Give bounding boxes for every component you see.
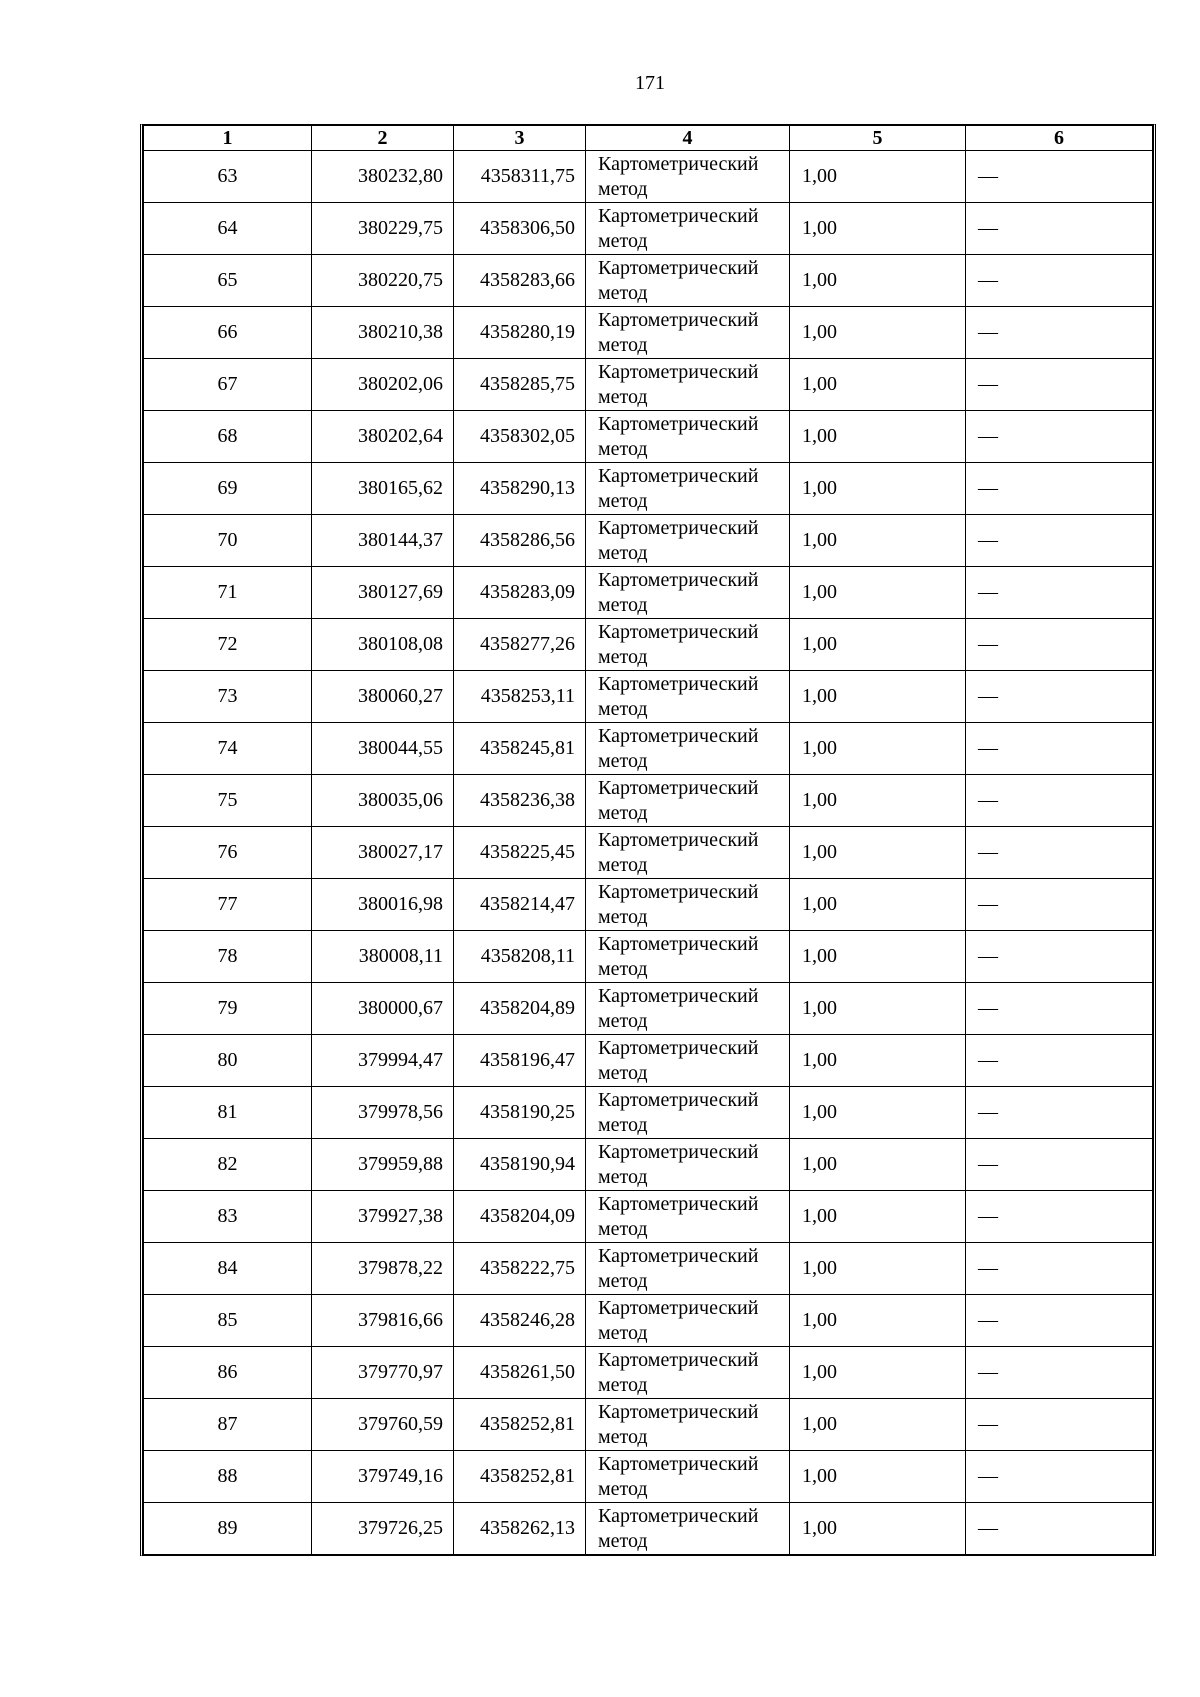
method-cell bbox=[586, 931, 790, 983]
method-line-2: метод bbox=[598, 1113, 648, 1136]
table-row bbox=[144, 931, 1153, 983]
method-cell bbox=[586, 411, 790, 463]
note-cell: — bbox=[966, 1087, 1153, 1139]
method-line-1: Картометрический bbox=[598, 1244, 759, 1267]
coordinate-x-cell: 379927,38 bbox=[312, 1191, 454, 1243]
method-cell bbox=[586, 879, 790, 931]
method-line-1: Картометрический bbox=[598, 1140, 759, 1163]
table-row bbox=[144, 203, 1153, 255]
method-cell bbox=[586, 1295, 790, 1347]
accuracy-cell: 1,00 bbox=[790, 1243, 966, 1295]
note-cell: — bbox=[966, 463, 1153, 515]
note-cell: — bbox=[966, 671, 1153, 723]
method-line-2: метод bbox=[598, 1529, 648, 1552]
accuracy-cell: 1,00 bbox=[790, 1191, 966, 1243]
note-cell: — bbox=[966, 931, 1153, 983]
table-row bbox=[144, 827, 1153, 879]
coordinates-table-container bbox=[140, 124, 1156, 1556]
coordinate-x-cell: 379816,66 bbox=[312, 1295, 454, 1347]
coordinate-x-cell: 380232,80 bbox=[312, 151, 454, 203]
header-col-4: 4 bbox=[586, 126, 790, 151]
coordinate-x-cell: 380044,55 bbox=[312, 723, 454, 775]
note-cell: — bbox=[966, 307, 1153, 359]
method-line-1: Картометрический bbox=[598, 256, 759, 279]
coordinate-y-cell: 4358280,19 bbox=[454, 307, 586, 359]
method-line-1: Картометрический bbox=[598, 1400, 759, 1423]
coordinate-y-cell: 4358204,09 bbox=[454, 1191, 586, 1243]
method-line-1: Картометрический bbox=[598, 1504, 759, 1527]
point-number-cell: 76 bbox=[144, 827, 312, 879]
method-line-2: метод bbox=[598, 593, 648, 616]
accuracy-cell: 1,00 bbox=[790, 775, 966, 827]
coordinate-y-cell: 4358283,66 bbox=[454, 255, 586, 307]
coordinates-table bbox=[143, 125, 1153, 1555]
method-cell bbox=[586, 151, 790, 203]
method-line-1: Картометрический bbox=[598, 360, 759, 383]
method-cell bbox=[586, 463, 790, 515]
table-row bbox=[144, 1295, 1153, 1347]
coordinate-x-cell: 380165,62 bbox=[312, 463, 454, 515]
accuracy-cell: 1,00 bbox=[790, 879, 966, 931]
point-number-cell: 82 bbox=[144, 1139, 312, 1191]
method-line-1: Картометрический bbox=[598, 620, 759, 643]
header-col-6: 6 bbox=[966, 126, 1153, 151]
note-cell: — bbox=[966, 1451, 1153, 1503]
coordinate-y-cell: 4358311,75 bbox=[454, 151, 586, 203]
table-row bbox=[144, 1035, 1153, 1087]
note-cell: — bbox=[966, 1347, 1153, 1399]
accuracy-cell: 1,00 bbox=[790, 1347, 966, 1399]
coordinate-x-cell: 380144,37 bbox=[312, 515, 454, 567]
note-cell: — bbox=[966, 827, 1153, 879]
point-number-cell: 65 bbox=[144, 255, 312, 307]
header-col-1: 1 bbox=[144, 126, 312, 151]
point-number-cell: 85 bbox=[144, 1295, 312, 1347]
accuracy-cell: 1,00 bbox=[790, 1451, 966, 1503]
method-cell bbox=[586, 203, 790, 255]
accuracy-cell: 1,00 bbox=[790, 151, 966, 203]
point-number-cell: 66 bbox=[144, 307, 312, 359]
point-number-cell: 83 bbox=[144, 1191, 312, 1243]
point-number-cell: 84 bbox=[144, 1243, 312, 1295]
header-col-3: 3 bbox=[454, 126, 586, 151]
table-row bbox=[144, 983, 1153, 1035]
coordinate-x-cell: 379726,25 bbox=[312, 1503, 454, 1555]
method-cell bbox=[586, 1139, 790, 1191]
accuracy-cell: 1,00 bbox=[790, 1503, 966, 1555]
accuracy-cell: 1,00 bbox=[790, 203, 966, 255]
accuracy-cell: 1,00 bbox=[790, 619, 966, 671]
point-number-cell: 63 bbox=[144, 151, 312, 203]
note-cell: — bbox=[966, 151, 1153, 203]
coordinate-x-cell: 380108,08 bbox=[312, 619, 454, 671]
accuracy-cell: 1,00 bbox=[790, 1087, 966, 1139]
note-cell: — bbox=[966, 723, 1153, 775]
table-row bbox=[144, 307, 1153, 359]
table-row bbox=[144, 671, 1153, 723]
accuracy-cell: 1,00 bbox=[790, 307, 966, 359]
accuracy-cell: 1,00 bbox=[790, 463, 966, 515]
method-line-2: метод bbox=[598, 281, 648, 304]
method-cell bbox=[586, 1451, 790, 1503]
coordinate-y-cell: 4358302,05 bbox=[454, 411, 586, 463]
method-cell bbox=[586, 1087, 790, 1139]
coordinate-y-cell: 4358306,50 bbox=[454, 203, 586, 255]
method-cell bbox=[586, 1243, 790, 1295]
coordinate-x-cell: 380027,17 bbox=[312, 827, 454, 879]
coordinate-y-cell: 4358190,94 bbox=[454, 1139, 586, 1191]
method-line-1: Картометрический bbox=[598, 724, 759, 747]
note-cell: — bbox=[966, 879, 1153, 931]
accuracy-cell: 1,00 bbox=[790, 411, 966, 463]
accuracy-cell: 1,00 bbox=[790, 515, 966, 567]
table-row bbox=[144, 151, 1153, 203]
note-cell: — bbox=[966, 983, 1153, 1035]
note-cell: — bbox=[966, 1399, 1153, 1451]
table-row bbox=[144, 1243, 1153, 1295]
point-number-cell: 89 bbox=[144, 1503, 312, 1555]
accuracy-cell: 1,00 bbox=[790, 983, 966, 1035]
point-number-cell: 71 bbox=[144, 567, 312, 619]
method-cell bbox=[586, 619, 790, 671]
method-line-1: Картометрический bbox=[598, 412, 759, 435]
note-cell: — bbox=[966, 1503, 1153, 1555]
coordinate-y-cell: 4358245,81 bbox=[454, 723, 586, 775]
coordinate-y-cell: 4358222,75 bbox=[454, 1243, 586, 1295]
note-cell: — bbox=[966, 255, 1153, 307]
coordinate-y-cell: 4358290,13 bbox=[454, 463, 586, 515]
point-number-cell: 78 bbox=[144, 931, 312, 983]
coordinate-y-cell: 4358204,89 bbox=[454, 983, 586, 1035]
method-line-1: Картометрический bbox=[598, 932, 759, 955]
table-row bbox=[144, 1399, 1153, 1451]
method-line-2: метод bbox=[598, 645, 648, 668]
header-col-2: 2 bbox=[312, 126, 454, 151]
table-row bbox=[144, 411, 1153, 463]
method-line-1: Картометрический bbox=[598, 1088, 759, 1111]
accuracy-cell: 1,00 bbox=[790, 255, 966, 307]
method-line-1: Картометрический bbox=[598, 204, 759, 227]
coordinate-y-cell: 4358190,25 bbox=[454, 1087, 586, 1139]
method-cell bbox=[586, 515, 790, 567]
point-number-cell: 79 bbox=[144, 983, 312, 1035]
method-cell bbox=[586, 983, 790, 1035]
method-line-1: Картометрический bbox=[598, 880, 759, 903]
coordinate-y-cell: 4358208,11 bbox=[454, 931, 586, 983]
coordinate-x-cell: 380008,11 bbox=[312, 931, 454, 983]
point-number-cell: 74 bbox=[144, 723, 312, 775]
point-number-cell: 77 bbox=[144, 879, 312, 931]
coordinate-x-cell: 380000,67 bbox=[312, 983, 454, 1035]
coordinate-x-cell: 380060,27 bbox=[312, 671, 454, 723]
note-cell: — bbox=[966, 775, 1153, 827]
accuracy-cell: 1,00 bbox=[790, 671, 966, 723]
method-cell bbox=[586, 255, 790, 307]
page-number: 171 bbox=[635, 72, 665, 94]
method-cell bbox=[586, 775, 790, 827]
method-line-2: метод bbox=[598, 1061, 648, 1084]
method-line-2: метод bbox=[598, 1165, 648, 1188]
coordinate-x-cell: 379994,47 bbox=[312, 1035, 454, 1087]
note-cell: — bbox=[966, 515, 1153, 567]
method-cell bbox=[586, 1503, 790, 1555]
point-number-cell: 69 bbox=[144, 463, 312, 515]
method-line-1: Картометрический bbox=[598, 984, 759, 1007]
note-cell: — bbox=[966, 359, 1153, 411]
table-row bbox=[144, 879, 1153, 931]
coordinate-y-cell: 4358261,50 bbox=[454, 1347, 586, 1399]
accuracy-cell: 1,00 bbox=[790, 1035, 966, 1087]
point-number-cell: 86 bbox=[144, 1347, 312, 1399]
header-col-5: 5 bbox=[790, 126, 966, 151]
method-line-1: Картометрический bbox=[598, 672, 759, 695]
method-cell bbox=[586, 1191, 790, 1243]
table-header bbox=[144, 126, 1153, 151]
header-row bbox=[144, 126, 1153, 151]
coordinate-x-cell: 379770,97 bbox=[312, 1347, 454, 1399]
accuracy-cell: 1,00 bbox=[790, 1295, 966, 1347]
table-row bbox=[144, 1347, 1153, 1399]
point-number-cell: 88 bbox=[144, 1451, 312, 1503]
coordinate-x-cell: 379749,16 bbox=[312, 1451, 454, 1503]
method-line-1: Картометрический bbox=[598, 568, 759, 591]
method-line-2: метод bbox=[598, 1321, 648, 1344]
method-line-1: Картометрический bbox=[598, 1192, 759, 1215]
method-line-1: Картометрический bbox=[598, 1296, 759, 1319]
method-line-1: Картометрический bbox=[598, 464, 759, 487]
accuracy-cell: 1,00 bbox=[790, 1399, 966, 1451]
coordinate-x-cell: 379959,88 bbox=[312, 1139, 454, 1191]
note-cell: — bbox=[966, 1035, 1153, 1087]
coordinate-y-cell: 4358286,56 bbox=[454, 515, 586, 567]
coordinate-y-cell: 4358253,11 bbox=[454, 671, 586, 723]
method-cell bbox=[586, 671, 790, 723]
point-number-cell: 87 bbox=[144, 1399, 312, 1451]
note-cell: — bbox=[966, 1243, 1153, 1295]
method-line-2: метод bbox=[598, 437, 648, 460]
method-cell bbox=[586, 567, 790, 619]
method-line-2: метод bbox=[598, 1477, 648, 1500]
coordinate-y-cell: 4358252,81 bbox=[454, 1451, 586, 1503]
table-row bbox=[144, 515, 1153, 567]
note-cell: — bbox=[966, 1139, 1153, 1191]
note-cell: — bbox=[966, 411, 1153, 463]
method-line-2: метод bbox=[598, 1217, 648, 1240]
coordinate-x-cell: 380127,69 bbox=[312, 567, 454, 619]
coordinate-x-cell: 380202,06 bbox=[312, 359, 454, 411]
coordinate-y-cell: 4358285,75 bbox=[454, 359, 586, 411]
coordinate-y-cell: 4358214,47 bbox=[454, 879, 586, 931]
method-line-2: метод bbox=[598, 1009, 648, 1032]
method-cell bbox=[586, 307, 790, 359]
coordinate-y-cell: 4358246,28 bbox=[454, 1295, 586, 1347]
method-line-2: метод bbox=[598, 957, 648, 980]
table-row bbox=[144, 463, 1153, 515]
method-line-1: Картометрический bbox=[598, 1348, 759, 1371]
method-cell bbox=[586, 1347, 790, 1399]
point-number-cell: 73 bbox=[144, 671, 312, 723]
method-line-2: метод bbox=[598, 229, 648, 252]
coordinate-x-cell: 380229,75 bbox=[312, 203, 454, 255]
coordinate-y-cell: 4358196,47 bbox=[454, 1035, 586, 1087]
method-cell bbox=[586, 723, 790, 775]
method-line-1: Картометрический bbox=[598, 1452, 759, 1475]
method-line-1: Картометрический bbox=[598, 1036, 759, 1059]
method-line-1: Картометрический bbox=[598, 308, 759, 331]
method-line-2: метод bbox=[598, 385, 648, 408]
note-cell: — bbox=[966, 203, 1153, 255]
coordinate-x-cell: 380016,98 bbox=[312, 879, 454, 931]
table-row bbox=[144, 255, 1153, 307]
point-number-cell: 72 bbox=[144, 619, 312, 671]
accuracy-cell: 1,00 bbox=[790, 931, 966, 983]
table-row bbox=[144, 775, 1153, 827]
coordinate-x-cell: 380220,75 bbox=[312, 255, 454, 307]
coordinate-y-cell: 4358283,09 bbox=[454, 567, 586, 619]
point-number-cell: 67 bbox=[144, 359, 312, 411]
method-line-1: Картометрический bbox=[598, 152, 759, 175]
method-cell bbox=[586, 1035, 790, 1087]
method-cell bbox=[586, 1399, 790, 1451]
method-cell bbox=[586, 827, 790, 879]
coordinate-x-cell: 380202,64 bbox=[312, 411, 454, 463]
coordinate-y-cell: 4358225,45 bbox=[454, 827, 586, 879]
method-line-2: метод bbox=[598, 541, 648, 564]
accuracy-cell: 1,00 bbox=[790, 359, 966, 411]
note-cell: — bbox=[966, 1191, 1153, 1243]
method-line-2: метод bbox=[598, 749, 648, 772]
method-line-2: метод bbox=[598, 1425, 648, 1448]
table-row bbox=[144, 1451, 1153, 1503]
point-number-cell: 70 bbox=[144, 515, 312, 567]
coordinate-x-cell: 379760,59 bbox=[312, 1399, 454, 1451]
coordinate-y-cell: 4358236,38 bbox=[454, 775, 586, 827]
method-line-2: метод bbox=[598, 801, 648, 824]
coordinate-y-cell: 4358262,13 bbox=[454, 1503, 586, 1555]
method-line-2: метод bbox=[598, 1373, 648, 1396]
method-line-2: метод bbox=[598, 1269, 648, 1292]
method-line-2: метод bbox=[598, 697, 648, 720]
coordinate-y-cell: 4358277,26 bbox=[454, 619, 586, 671]
table-row bbox=[144, 619, 1153, 671]
table-row bbox=[144, 567, 1153, 619]
point-number-cell: 80 bbox=[144, 1035, 312, 1087]
coordinate-x-cell: 379878,22 bbox=[312, 1243, 454, 1295]
method-line-1: Картометрический bbox=[598, 776, 759, 799]
coordinate-y-cell: 4358252,81 bbox=[454, 1399, 586, 1451]
method-line-2: метод bbox=[598, 333, 648, 356]
table-row bbox=[144, 1503, 1153, 1555]
method-line-2: метод bbox=[598, 177, 648, 200]
coordinate-x-cell: 380035,06 bbox=[312, 775, 454, 827]
coordinate-x-cell: 380210,38 bbox=[312, 307, 454, 359]
point-number-cell: 64 bbox=[144, 203, 312, 255]
method-line-1: Картометрический bbox=[598, 516, 759, 539]
accuracy-cell: 1,00 bbox=[790, 567, 966, 619]
method-line-1: Картометрический bbox=[598, 828, 759, 851]
table-row bbox=[144, 1087, 1153, 1139]
accuracy-cell: 1,00 bbox=[790, 723, 966, 775]
point-number-cell: 75 bbox=[144, 775, 312, 827]
table-row bbox=[144, 1139, 1153, 1191]
table-row bbox=[144, 723, 1153, 775]
method-line-2: метод bbox=[598, 489, 648, 512]
method-line-2: метод bbox=[598, 853, 648, 876]
point-number-cell: 68 bbox=[144, 411, 312, 463]
note-cell: — bbox=[966, 567, 1153, 619]
coordinate-x-cell: 379978,56 bbox=[312, 1087, 454, 1139]
accuracy-cell: 1,00 bbox=[790, 827, 966, 879]
table-row bbox=[144, 359, 1153, 411]
accuracy-cell: 1,00 bbox=[790, 1139, 966, 1191]
note-cell: — bbox=[966, 619, 1153, 671]
point-number-cell: 81 bbox=[144, 1087, 312, 1139]
table-body bbox=[144, 151, 1153, 1555]
method-line-2: метод bbox=[598, 905, 648, 928]
table-row bbox=[144, 1191, 1153, 1243]
method-cell bbox=[586, 359, 790, 411]
note-cell: — bbox=[966, 1295, 1153, 1347]
